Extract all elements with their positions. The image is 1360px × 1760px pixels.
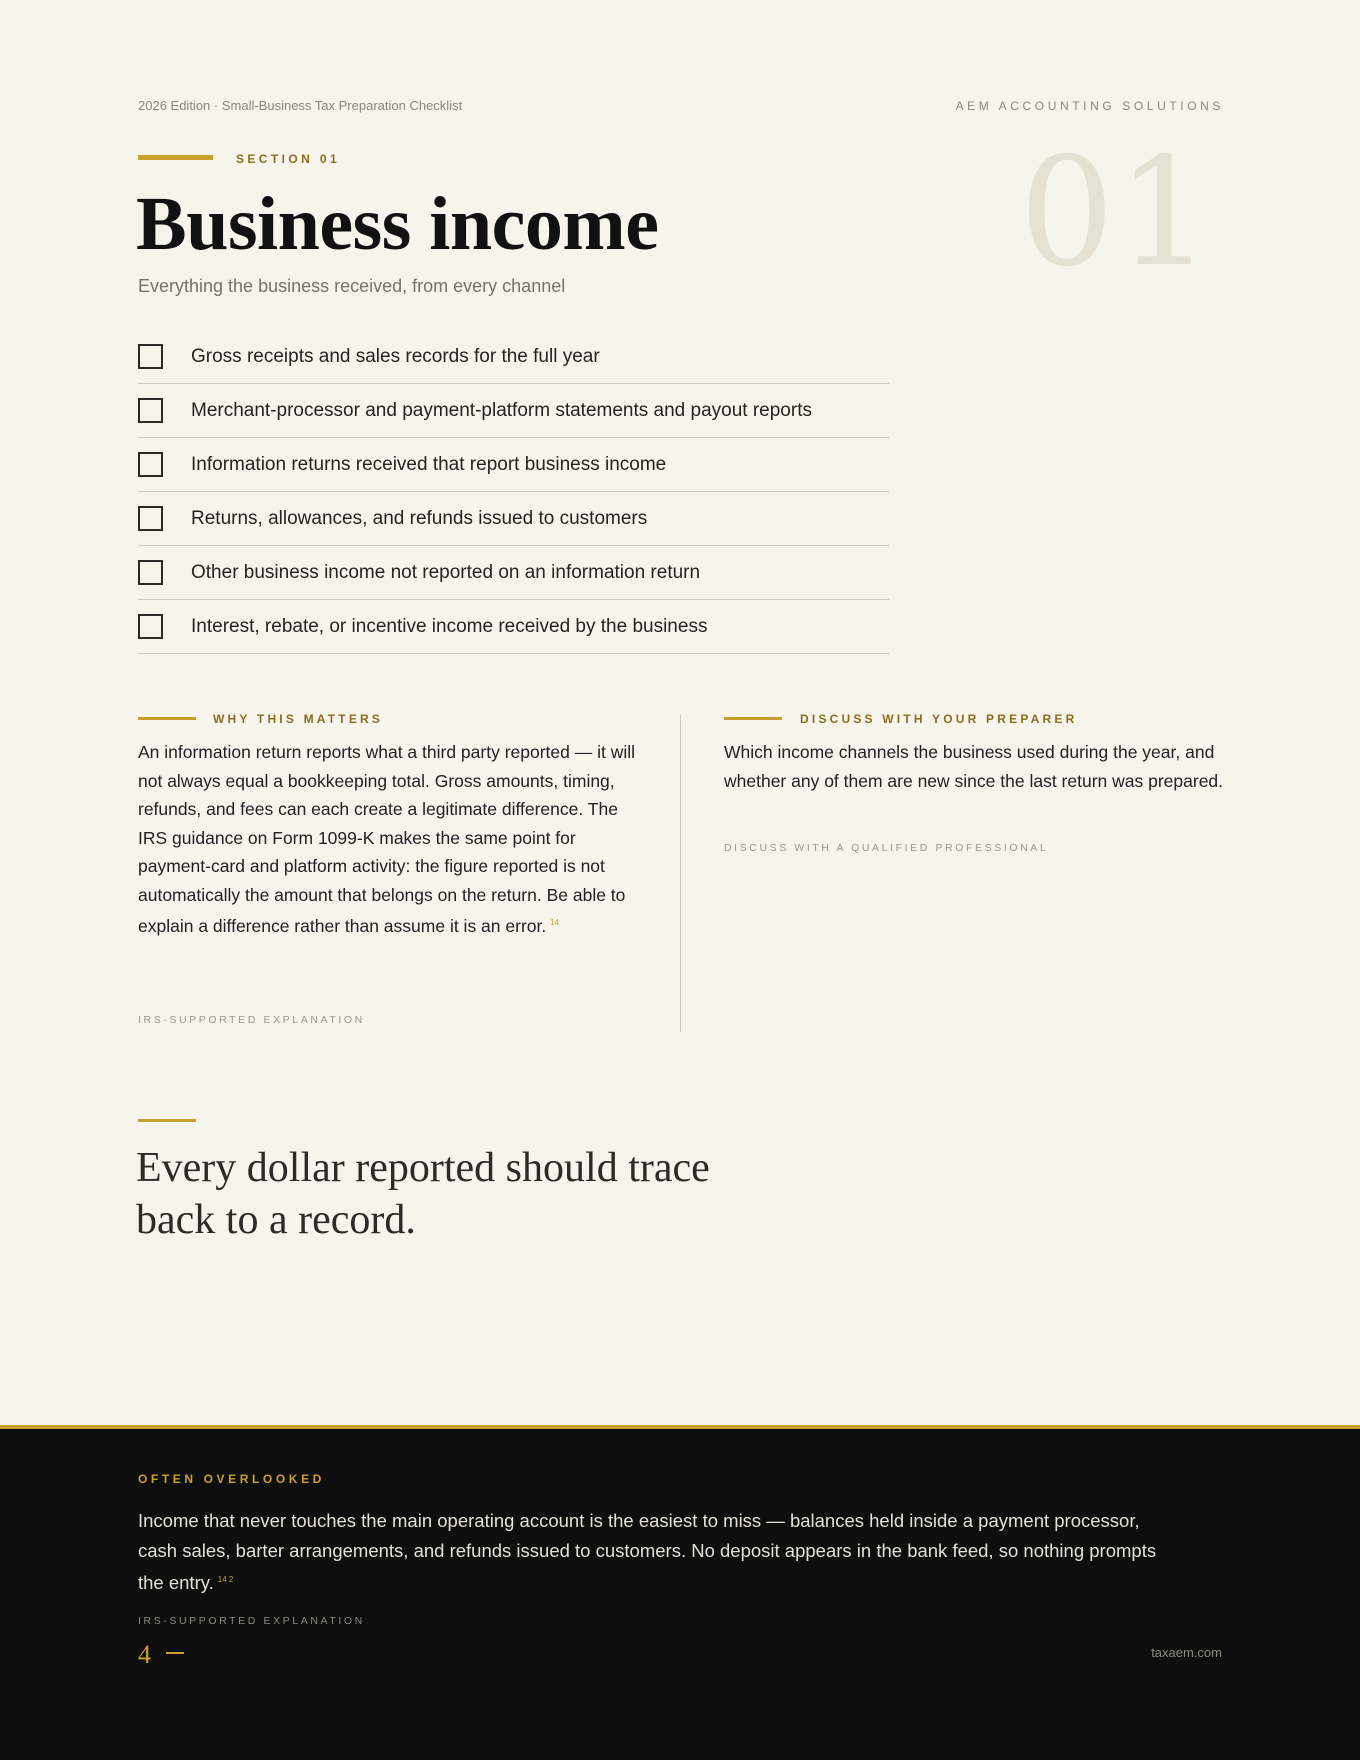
overlooked-source-tag: IRS-SUPPORTED EXPLANATION <box>138 1615 365 1627</box>
checkbox[interactable] <box>138 452 163 477</box>
checklist-item-label: Other business income not reported on an information return <box>191 562 701 583</box>
section-number: 01 <box>1019 126 1214 300</box>
discuss-label: DISCUSS WITH YOUR PREPARER <box>800 712 1078 726</box>
quote-accent-rule <box>138 1119 196 1122</box>
why-body <box>138 738 638 940</box>
checklist-item-label: Returns, allowances, and refunds issued to customers <box>191 508 648 529</box>
checklist-item-label: Information returns received that report business income <box>191 454 667 475</box>
checkbox[interactable] <box>138 398 163 423</box>
overlooked-body <box>138 1506 1178 1598</box>
checkbox[interactable] <box>138 344 163 369</box>
checklist-item[interactable] <box>138 492 889 546</box>
checklist-item-label: Gross receipts and sales records for the full year <box>191 346 600 367</box>
checklist-item-label: Interest, rebate, or incentive income received by the business <box>191 616 708 637</box>
page-title: Business income <box>136 182 659 266</box>
checklist-item[interactable] <box>138 384 889 438</box>
page-number-rule <box>166 1652 184 1654</box>
income-checklist <box>138 330 889 654</box>
discuss-body: Which income channels the business used during the year, and whether any of them are new since the last return was prepared. <box>724 742 1224 791</box>
column-divider <box>680 714 681 1032</box>
checklist-item[interactable] <box>138 546 889 600</box>
discuss-accent-rule <box>724 717 782 720</box>
why-label: WHY THIS MATTERS <box>213 712 384 726</box>
footnote-ref[interactable]: 14 2 <box>217 1575 234 1584</box>
edition-line: 2026 Edition · Small-Business Tax Preparation Checklist <box>138 98 463 113</box>
why-body-text: An information return reports what a third party reported — it will not always equal a bookkeeping total. Gross amounts, timing, refunds, and fees can each create a legitimate difference. The IRS guidance on Form 1099-K makes the same point for payment-card and platform activity: the figure reported is not automatically the amount that belongs on the return. Be able to explain a difference rather than assume it is an error. <box>138 742 636 936</box>
checklist-item[interactable] <box>138 438 889 492</box>
checkbox[interactable] <box>138 614 163 639</box>
overlooked-body-text: Income that never touches the main operating account is the easiest to miss — balances held inside a payment processor, cash sales, barter arrangements, and refunds issued to customers. No deposit appears in the bank feed, so nothing prompts the entry. <box>138 1510 1157 1594</box>
checkbox[interactable] <box>138 506 163 531</box>
checklist-item-label: Merchant-processor and payment-platform statements and payout reports <box>191 400 812 421</box>
discuss-source-tag: DISCUSS WITH A QUALIFIED PROFESSIONAL <box>724 842 1049 854</box>
page-subtitle: Everything the business received, from every channel <box>138 276 566 296</box>
pull-quote: Every dollar reported should trace back to a record. <box>136 1145 710 1243</box>
overlooked-label: OFTEN OVERLOOKED <box>138 1472 325 1486</box>
why-source-tag: IRS-SUPPORTED EXPLANATION <box>138 1014 365 1026</box>
section-label: SECTION 01 <box>236 152 341 166</box>
page-number: 4 <box>138 1640 151 1669</box>
site-url[interactable]: taxaem.com <box>1151 1645 1222 1660</box>
checklist-item[interactable] <box>138 600 889 654</box>
checkbox[interactable] <box>138 560 163 585</box>
brand-name: AEM ACCOUNTING SOLUTIONS <box>955 99 1224 113</box>
checklist-item[interactable] <box>138 330 889 384</box>
section-accent-rule <box>138 155 213 160</box>
why-accent-rule <box>138 717 196 720</box>
footnote-ref[interactable]: 14 <box>550 918 560 927</box>
